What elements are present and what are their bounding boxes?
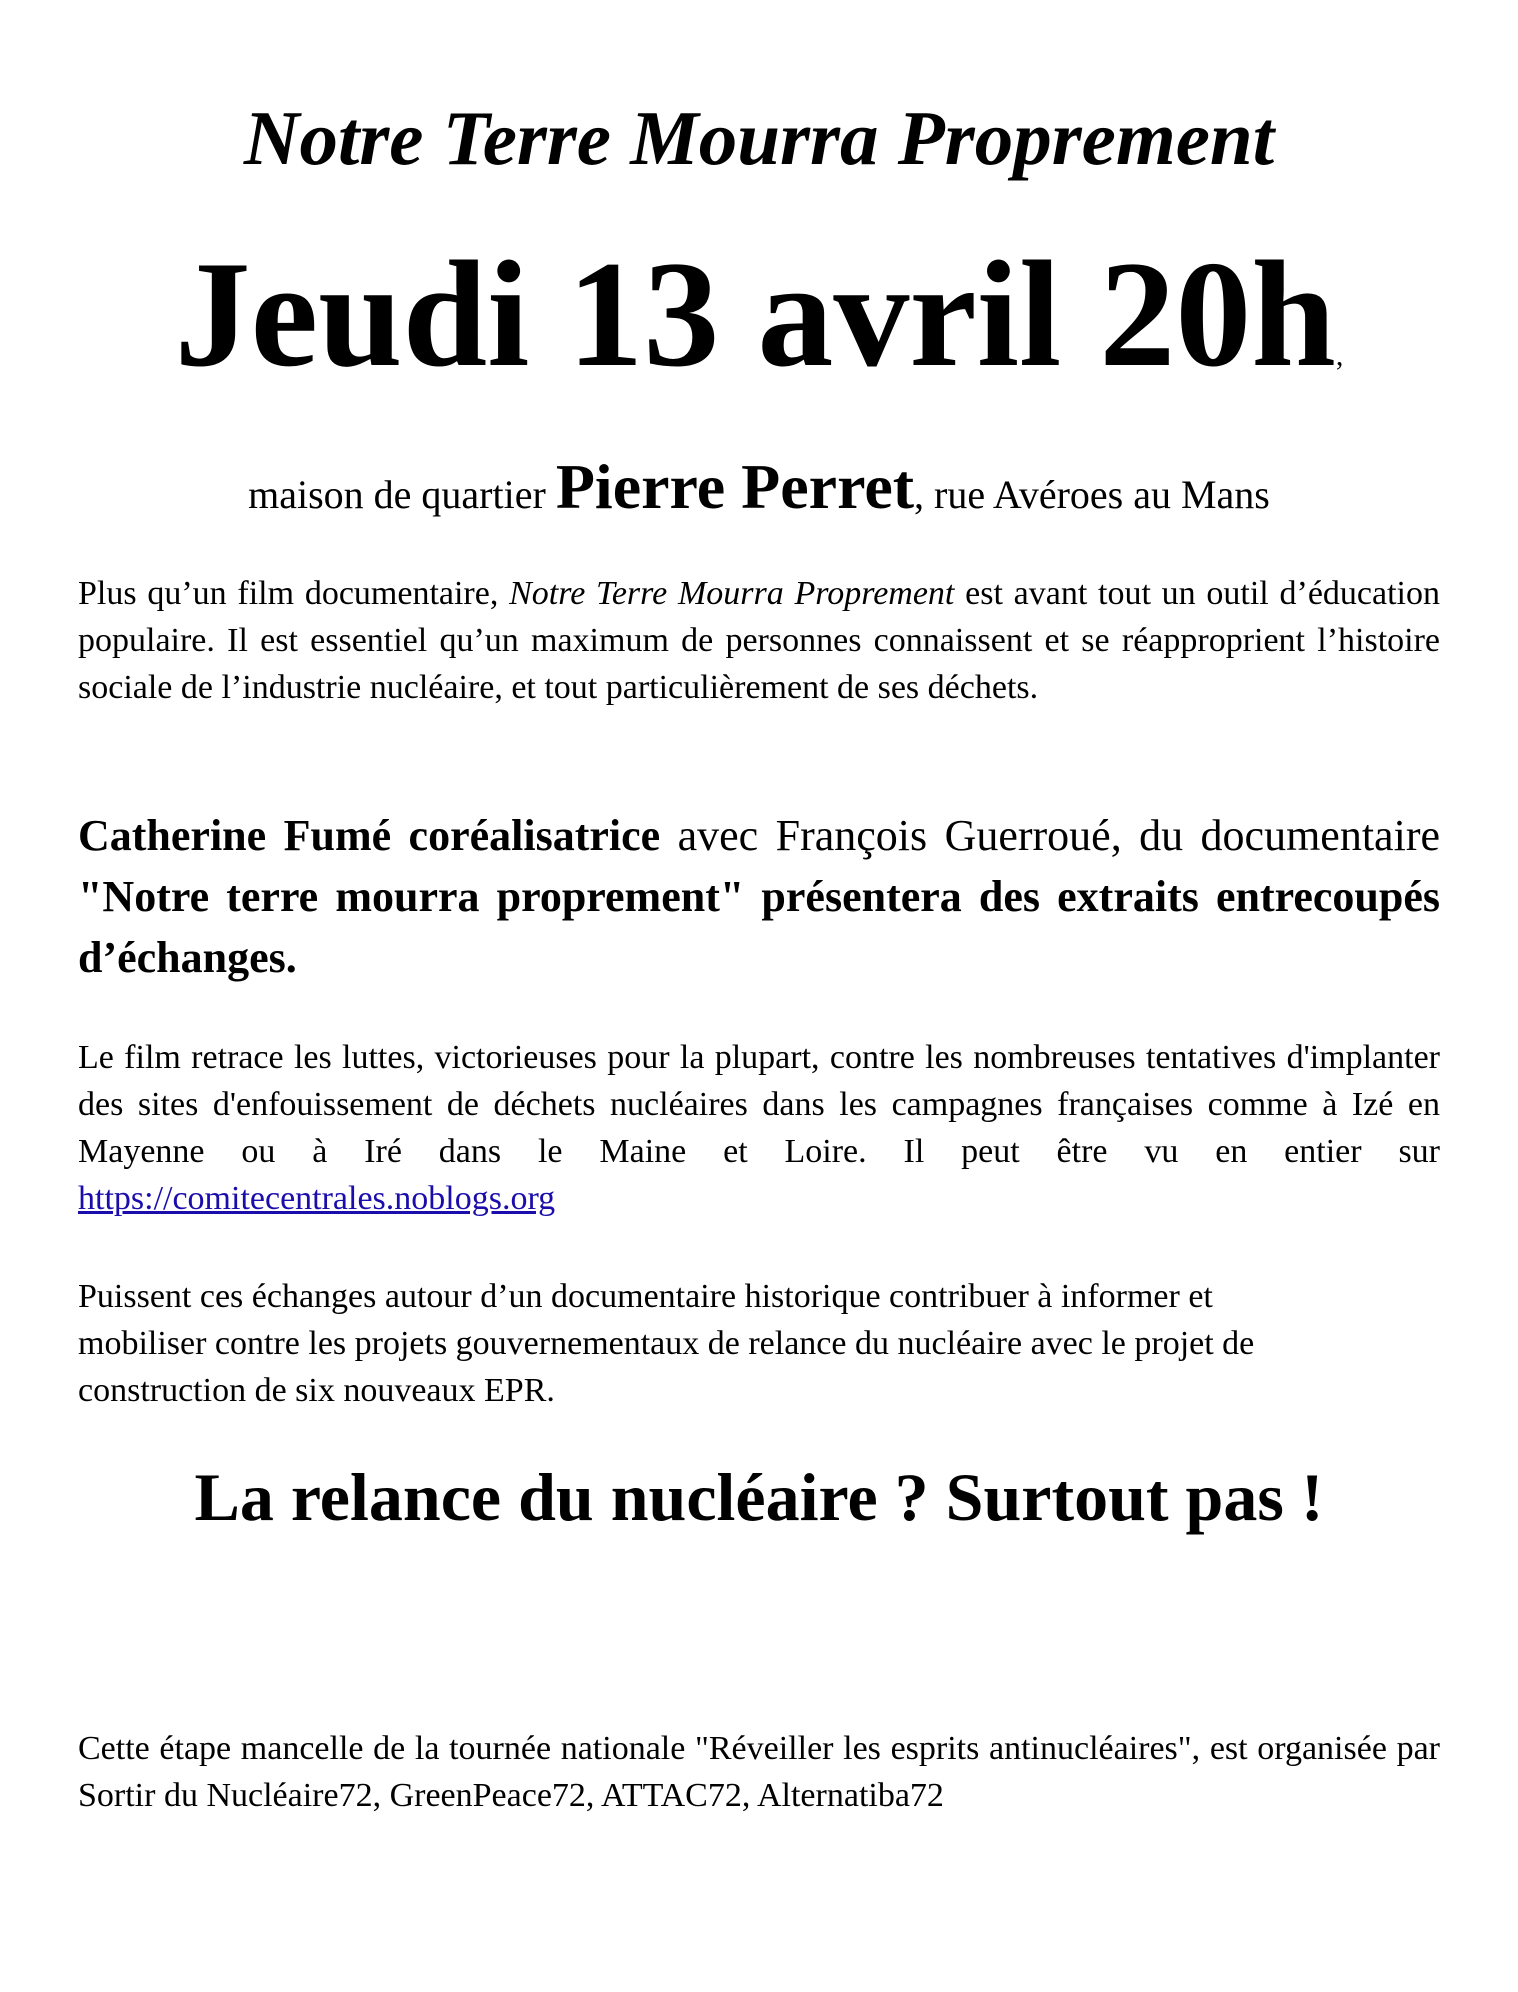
synopsis-paragraph [78,1034,1440,1222]
presenter-middle: avec François Guerroué, du documentaire [660,811,1440,860]
presenter-paragraph [78,805,1440,988]
event-venue [0,451,1518,522]
event-date-suffix: , [1335,339,1344,372]
presenter-film-title: "Notre terre mourra proprement" [78,872,745,921]
appeal-paragraph: Puissent ces échanges autour d’un documentaire historique contribuer à informer et mobiliser contre les projets gouvernementaux de relance du nucléaire avec le projet de construction de six nouveaux EPR. [78,1278,1255,1409]
slogan-heading: La relance du nucléaire ? Surtout pas ! [194,1459,1324,1535]
intro-part2: est avant tout un outil d’éducation populaire. Il est essentiel qu’un maximum de personnes connaissent et se réapproprient l’histoire sociale de l’industrie nucléaire, et tout particulièrement de ses déchets. [78,575,1440,706]
venue-suffix: , rue Avéroes au Mans [914,472,1270,517]
venue-name: Pierre Perret [555,451,915,522]
presenter-tail: présentera des extraits entrecoupés d’échanges. [78,872,1440,982]
presenter-name: Catherine Fumé coréalisatrice [78,811,661,860]
website-link[interactable]: https://comitecentrales.noblogs.org [78,1180,556,1217]
film-title-heading: Notre Terre Mourra Proprement [243,95,1275,181]
intro-paragraph [78,570,1440,711]
intro-film-title: Notre Terre Mourra Proprement [509,575,955,612]
intro-part1: Plus qu’un film documentaire, [78,575,510,612]
synopsis-text: Le film retrace les luttes, victorieuses pour la plupart, contre les nombreuses tentatives d'implanter des sites d'enfouissement de déchets nucléaires dans les campagnes françaises comme à Izé en Mayenne ou à Iré dans le Maine et Loire. Il peut être vu en entier sur [78,1039,1440,1170]
event-date-text: Jeudi 13 avril 20h [174,230,1336,398]
venue-prefix: maison de quartier [248,472,556,517]
event-date [0,230,1518,398]
footer-paragraph: Cette étape mancelle de la tournée nationale "Réveiller les esprits antinucléaires", est organisée par Sortir du Nucléaire72, GreenPeace72, ATTAC72, Alternatiba72 [78,1730,1440,1814]
